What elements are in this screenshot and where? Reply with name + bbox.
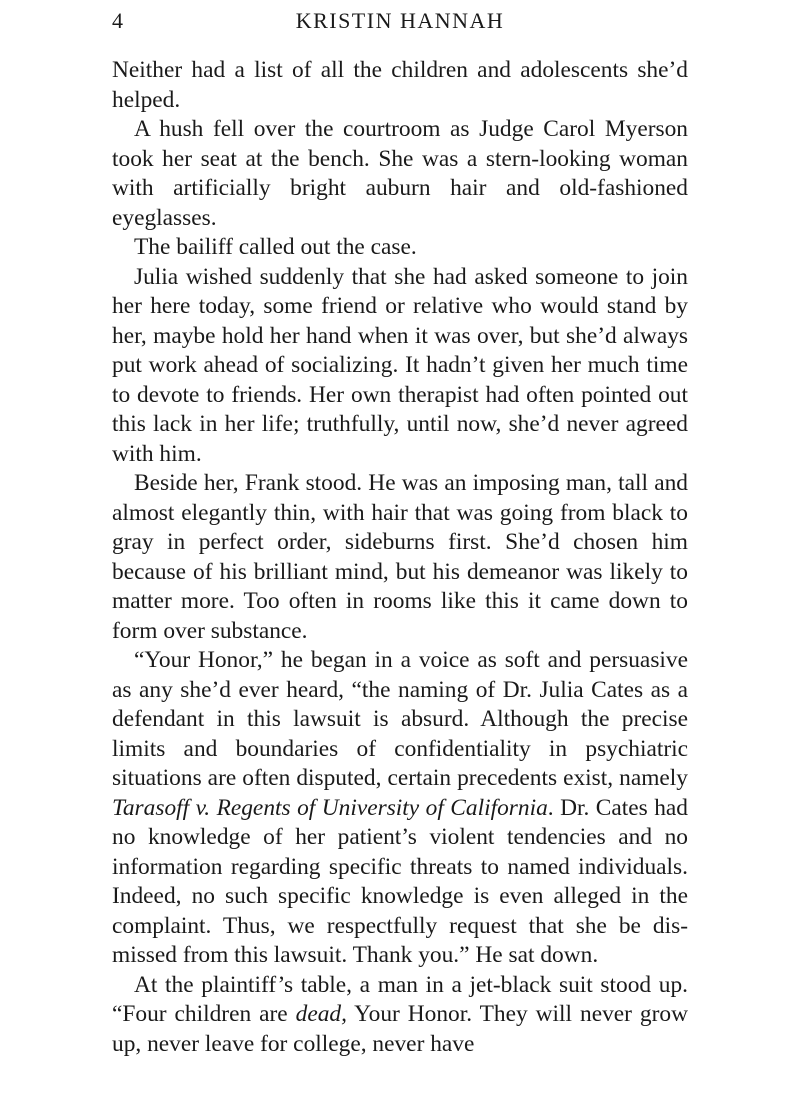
paragraph-text: Your Honor. They will never grow up, never leave for college, never have	[112, 1001, 688, 1057]
paragraph	[112, 646, 688, 971]
paragraph-text: The bailiff called out the case.	[134, 234, 417, 260]
book-page	[112, 0, 688, 1059]
paragraph	[112, 263, 688, 470]
paragraph	[112, 233, 688, 263]
case-citation: Tarasoff v. Regents of University of California	[112, 794, 548, 821]
running-head	[112, 0, 688, 40]
paragraph-text: A hush fell over the courtroom as Judge Carol Myerson took her seat at the bench. She was a stern-looking woman with artificially bright auburn hair and old-fashioned eyeglasses.	[112, 116, 688, 231]
paragraph-text: At the plaintiff’s table, a man in a jet-black suit stood up. “Four children are	[112, 971, 688, 1027]
paragraph	[112, 56, 688, 115]
paragraph	[112, 971, 688, 1060]
paragraph-text: Julia wished suddenly that she had asked someone to join her here today, some friend or relative who would stand by her, maybe hold her hand when it was over, but she’d always put work ahead of socializing. It hadn’t given her much time to devote to friends. Her own therapist had often pointed out this lack in her life; truthfully, until now, she’d never agreed with him.	[112, 263, 688, 467]
paragraph	[112, 115, 688, 233]
page-number: 4	[112, 8, 123, 33]
paragraph	[112, 469, 688, 646]
body-text	[112, 56, 688, 1059]
author-name: KRISTIN HANNAH	[295, 8, 505, 33]
emphasized-word: dead,	[295, 1001, 347, 1027]
paragraph-text: . Dr. Cates had no knowledge of her patient’s violent tendencies and no information regarding specific threats to named individuals. Indeed, no such specific knowledge is even alleged in the complaint. Thus, we respectfully request that she be dismissed from this lawsuit. Thank you.” He sat down.	[112, 794, 688, 968]
paragraph-text: “Your Honor,” he began in a voice as soft and persuasive as any she’d ever heard, “the naming of Dr. Julia Cates as a defendant in this lawsuit is absurd. Although the precise limits and boundaries of confidentiality in psychiatric situations are often disputed, certain precedents exist, namely	[112, 647, 688, 791]
paragraph-text: Beside her, Frank stood. He was an imposing man, tall and almost elegantly thin, with hair that was going from black to gray in perfect order, sideburns first. She’d chosen him because of his brilliant mind, but his demeanor was likely to matter more. Too often in rooms like this it came down to form over substance.	[112, 470, 688, 644]
paragraph-text: Neither had a list of all the children and adolescents she’d helped.	[112, 57, 688, 113]
